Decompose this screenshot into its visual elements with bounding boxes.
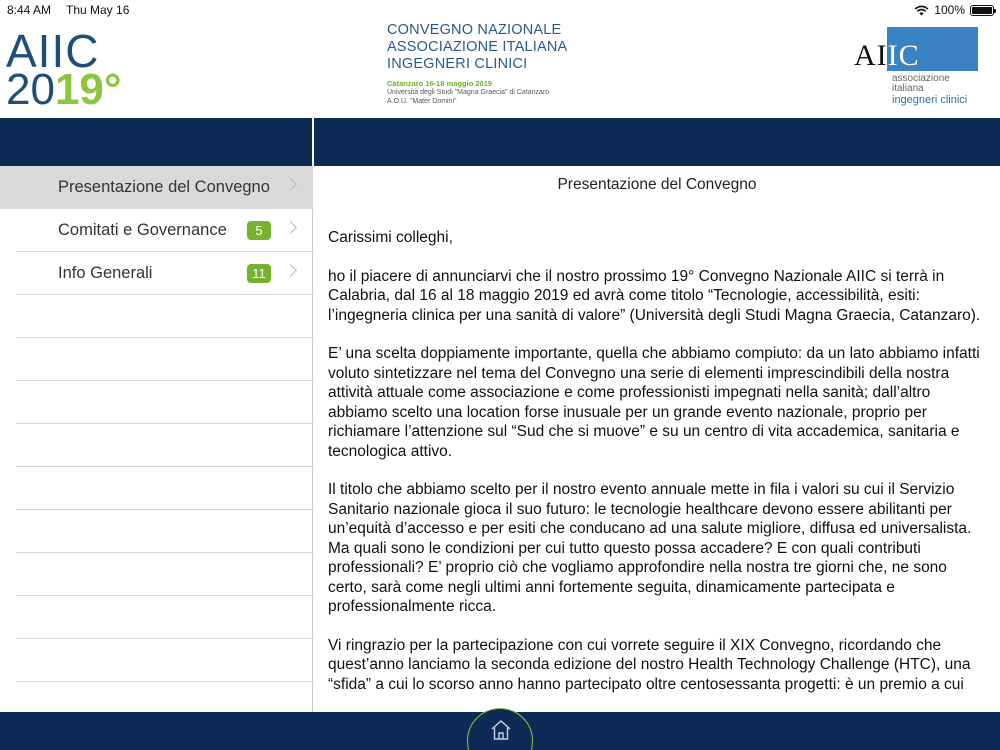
logo-left-year <box>6 65 122 114</box>
count-badge: 5 <box>247 221 271 240</box>
sidebar-item-info-generali[interactable] <box>0 252 313 295</box>
home-icon <box>489 718 513 742</box>
empty-row <box>0 553 313 596</box>
conference-venue-2: A.O.U. "Mater Domini" <box>387 98 457 105</box>
header-banner <box>0 20 1000 118</box>
chevron-right-icon <box>284 264 297 277</box>
paragraph: Vi ringrazio per la partecipazione con cui vorrete seguire il XIX Convegno, ricordando che quest’anno lanciamo la seconda edizione del nostro Health Technology Challenge (HTC), una “sfida” a cui lo scorso anno hanno partecipato oltre centosessanta progetti: è un premio a cui <box>328 636 971 693</box>
row-separator <box>16 681 313 682</box>
logo-right-mark-b: IC <box>887 39 920 72</box>
sidebar-item-comitati[interactable] <box>0 209 313 252</box>
aiic-2019-logo <box>6 25 136 114</box>
conference-line-2: ASSOCIAZIONE ITALIANA <box>387 39 568 55</box>
count-badge: 11 <box>247 264 271 283</box>
sidebar <box>0 166 313 712</box>
status-date: Thu May 16 <box>66 3 130 17</box>
home-button[interactable] <box>467 708 533 750</box>
status-time: 8:44 AM <box>7 3 52 17</box>
battery-icon <box>970 5 994 16</box>
chevron-right-icon <box>284 221 297 234</box>
empty-row <box>0 295 313 338</box>
chevron-right-icon <box>284 178 297 191</box>
sidebar-item-presentazione[interactable] <box>0 166 313 209</box>
content-pane <box>314 166 1000 712</box>
empty-row <box>0 510 313 553</box>
logo-left-year-b: 19° <box>54 65 122 114</box>
navigation-bar <box>0 118 1000 166</box>
conference-title <box>387 22 607 106</box>
empty-row <box>0 381 313 424</box>
empty-row <box>0 596 313 639</box>
logo-right-mark-a: AI <box>854 39 888 72</box>
logo-left-year-a: 20 <box>6 65 55 114</box>
empty-row <box>0 338 313 381</box>
empty-row <box>0 424 313 467</box>
empty-row <box>0 639 313 682</box>
status-bar <box>0 0 1000 20</box>
conference-dates: Catanzaro 16-18 maggio 2019 <box>387 79 493 88</box>
conference-line-1: CONVEGNO NAZIONALE <box>387 22 562 38</box>
status-right <box>914 3 994 17</box>
nav-divider <box>312 118 314 166</box>
sidebar-item-label: Info Generali <box>58 264 153 282</box>
logo-right-sub2: italiana <box>892 83 924 94</box>
article-body <box>328 228 988 712</box>
page-title: Presentazione del Convegno <box>557 176 757 193</box>
logo-left-aiic: AIIC <box>6 25 100 77</box>
sidebar-item-label: Presentazione del Convegno <box>58 178 270 196</box>
aiic-association-logo <box>853 27 983 113</box>
wifi-icon <box>914 5 929 16</box>
logo-right-sub3: ingegneri clinici <box>892 94 968 106</box>
bottom-bar <box>0 712 1000 750</box>
conference-line-3: INGEGNERI CLINICI <box>387 56 528 72</box>
paragraph: Carissimi colleghi, <box>328 229 453 246</box>
paragraph: E’ una scelta doppiamente importante, quella che abbiamo compiuto: da un lato abbiamo infatti voluto sintetizzare nel tema del Convegno una serie di elementi imprescindibili della nostra attività attuale come associazione e come professionisti impegnati nella sanità; dall’altro abbiamo scelto una location forse inusuale per un grande evento nazionale, proprio per richiamare l’attenzione sul “Sud che si muove” e su un centro di vita accademica, sanitaria e tecnologica attivo. <box>328 345 980 460</box>
logo-right-sub1: associazione <box>892 73 950 84</box>
logo-right-mark <box>854 41 920 71</box>
empty-row <box>0 467 313 510</box>
paragraph: ho il piacere di annunciarvi che il nostro prossimo 19° Convegno Nazionale AIIC si terrà in Calabria, dal 16 al 18 maggio 2019 ed avrà come titolo “Tecnologie, accessibilità, esiti: l’ingegneria clinica per una sanità di valore” (Università degli Studi Magna Graecia, Catanzaro). <box>328 267 981 324</box>
conference-venue: Università degli Studi "Magna Graecia" di Catanzaro <box>387 89 550 96</box>
paragraph: Il titolo che abbiamo scelto per il nostro evento annuale mette in fila i valori su cui il Servizio Sanitario nazionale gioca il suo futuro: le tecnologie healthcare devono essere abilitanti per un’equità d’accesso e per esiti che conducano ad una salute migliore, diffusa ed universalista. Ma quali sono le condizioni per cui tutto questo possa accadere? E con quali contributi professionali? E’ proprio ciò che vogliamo approfondire nella nostra tre giorni che, ne sono certo, sarà come negli ultimi anni fortemente seguita, dinamicamente partecipata e professionalmente ricca. <box>328 481 972 615</box>
sidebar-item-label: Comitati e Governance <box>58 221 227 239</box>
battery-percent: 100% <box>934 3 965 17</box>
